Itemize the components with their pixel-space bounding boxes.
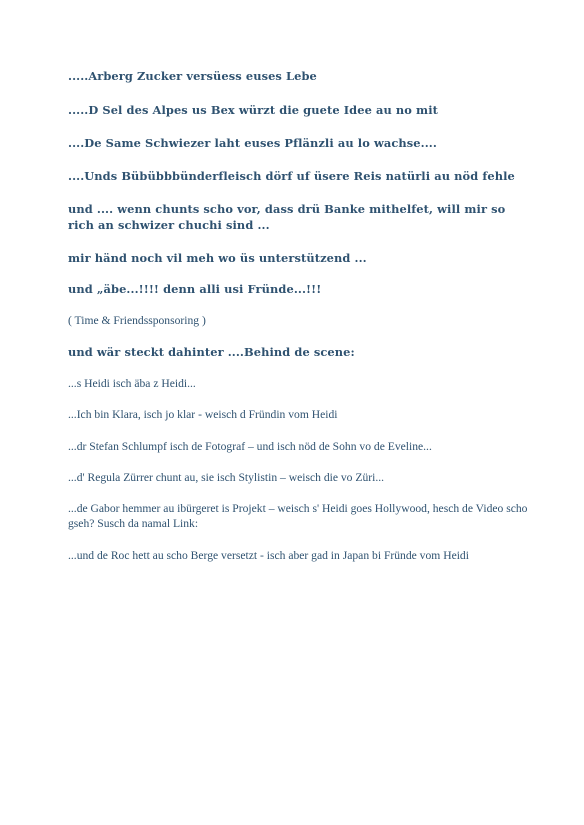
paragraph-same-schwiezer: ....De Same Schwiezer laht euses Pflänzli au lo wachse....: [68, 136, 437, 150]
paragraph-sel-des-alpes: .....D Sel des Alpes us Bex würzt die guete Idee au no mit: [68, 103, 438, 117]
paragraph-regula-zuerrer: ...d' Regula Zürrer chunt au, sie isch Stylistin – weisch die vo Züri...: [68, 471, 385, 484]
paragraph-unterstuetzend: mir händ noch vil meh wo üs unterstützend ...: [68, 251, 367, 265]
paragraph-stefan-schlumpf: ...dr Stefan Schlumpf isch de Fotograf – und isch nöd de Sohn vo de Eveline...: [68, 440, 432, 453]
paragraph-klara: ...Ich bin Klara, isch jo klar - weisch d Fründin vom Heidi: [68, 408, 338, 421]
paragraph-fruende: und „äbe...!!!! denn alli usi Fründe...!!!: [68, 282, 322, 296]
paragraph-bunderfleisch: ....Unds Bübübbbünderfleisch dörf uf üsere Reis natürli au nöd fehle: [68, 169, 515, 183]
paragraph-roc: ...und de Roc hett au scho Berge versetzt - isch aber gad in Japan bi Fründe vom Heidi: [68, 549, 469, 562]
paragraph-gabor: ...de Gabor hemmer au ibürgeret is Projekt – weisch s' Heidi goes Hollywood, hesch de Video scho gseh? Susch da namal Link:: [68, 502, 528, 530]
paragraph-behind-the-scene-heading: und wär steckt dahinter ....Behind de scene:: [68, 345, 355, 359]
paragraph-heidi: ...s Heidi isch äba z Heidi...: [68, 377, 196, 390]
paragraph-drue-banke: und .... wenn chunts scho vor, dass drü Banke mithelfet, will mir so rich an schwizer chuchi sind ...: [68, 202, 506, 232]
paragraph-arberg-zucker: .....Arberg Zucker versüess euses Lebe: [68, 69, 317, 83]
paragraph-sponsoring-note: ( Time & Friendssponsoring ): [68, 314, 206, 327]
